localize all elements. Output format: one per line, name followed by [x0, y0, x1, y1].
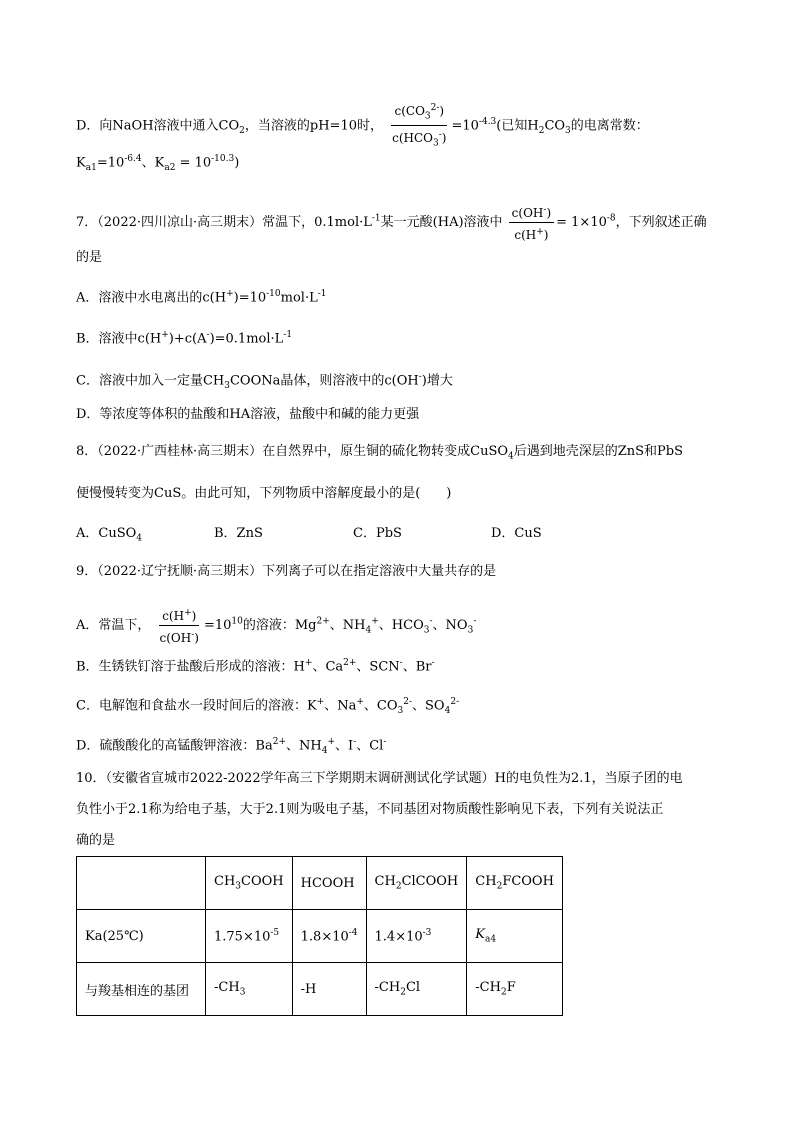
table-header-ch2fcooh: $CH_2FCOOH$ — [467, 857, 563, 910]
table-row-group — [77, 963, 563, 1016]
table-header-hcooh: HCOOH — [292, 857, 366, 910]
q8-option-c: C．PbS — [353, 526, 402, 541]
q7-option-b: B．溶液中$c(H^+)+c(A^-)=0.1mol\cdot L^{-1}$ — [76, 330, 293, 347]
q7-option-d: D．等浓度等体积的盐酸和HA溶液，盐酸中和碱的能力更强 — [76, 407, 420, 422]
q8-options — [76, 525, 142, 548]
q8-option-d: D．CuS — [491, 526, 542, 541]
q9-option-c: C．电解饱和食盐水一段时间后的溶液：K+、Na+、$CO_3^{2-}$、$SO_4^{2-}$ — [76, 697, 460, 716]
q6-ratio-fraction: $\frac{c(CO_3^{2-})}{c(HCO_3^-)}$ — [389, 100, 449, 152]
table-cell-ka-3: $1.4\times 10^{-3}$ — [366, 910, 467, 963]
q7-option-c: C．溶液中加入一定量$CH_3COONa$晶体，则溶液中的c(OH-)增大 — [76, 372, 453, 391]
q9-ratio-fraction: $\frac{c(H^+)}{c(OH^-)}$ — [157, 605, 202, 646]
q10-stem-line2: 负性小于2.1称为给电子基，大于2.1则为吸电子基，不同基团对物质酸性影响见下表，下列有关说法正 — [76, 802, 664, 817]
table-cell-group-1: $-CH_3$ — [206, 963, 293, 1016]
table-cell-ka-4: $K_{a4}$ — [467, 910, 563, 963]
q7-ratio-fraction: $\frac{c(OH^-)}{c(H^+)}$ — [509, 202, 554, 243]
q7-option-a: A．溶液中水电离出的$c(H^+)=10^{-10}mol\cdot L^{-1}$ — [76, 289, 327, 306]
q10-acidity-table — [76, 856, 563, 1016]
q6-ka-values: $K_{a1}=10^{-6.4}$、$K_{a2} = 10^{-10.3}$) — [76, 154, 240, 173]
q7-stem: 7．（2022·四川凉山·高三期末）常温下，$0.1mol\cdot L^{-1}$某一元酸(HA)溶液中 $\frac{c(OH^-)}{c(H^+)}$ = $1\times 10^{-8}$，下列叙述正确 — [76, 202, 707, 243]
table-header-row — [77, 857, 563, 910]
table-row-label-group: 与羧基相连的基团 — [77, 963, 206, 1016]
q7-stem-cont: 的是 — [76, 250, 103, 265]
table-row-ka — [77, 910, 563, 963]
q10-stem-line1: 10．（安徽省宣城市2022-2022学年高三下学期期末调研测试化学试题）H的电负性为2.1，当原子团的电 — [76, 771, 683, 786]
table-cell-group-3: $-CH_2Cl$ — [366, 963, 467, 1016]
table-row-label-ka: Ka(25℃) — [77, 910, 206, 963]
table-cell-group-2: -H — [292, 963, 366, 1016]
table-header-ch3cooh: $CH_3COOH$ — [206, 857, 293, 910]
table-header-ch2clcooh: $CH_2ClCOOH$ — [366, 857, 467, 910]
table-header-empty — [77, 857, 206, 910]
q6-option-d: D．向NaOH溶液中通入$CO_2$，当溶液的pH=10时， $\frac{c(CO_3^{2-})}{c(HCO_3^-)}$ $=10^{-4.3}$(已知$H_2CO_3$的电离常数： — [76, 100, 649, 152]
table-cell-ka-2: $1.8\times 10^{-4}$ — [292, 910, 366, 963]
table-cell-group-4: $-CH_2F$ — [467, 963, 563, 1016]
q8-stem: 8．（2022·广西桂林·高三期末）在自然界中，原生铜的硫化物转变成CuSO$_4$后遇到地壳深层的ZnS和PbS — [76, 444, 684, 462]
q8-option-a: A．CuSO$_4$ — [76, 526, 143, 544]
q8-stem-cont: 便慢慢转变为CuS。由此可知，下列物质中溶解度最小的是( ) — [76, 486, 452, 501]
q9-stem: 9．（2022·辽宁抚顺·高三期末）下列离子可以在指定溶液中大量共存的是 — [76, 564, 497, 579]
q9-option-a: A．常温下， $\frac{c(H^+)}{c(OH^-)}$ $=10^{10}$的溶液：$Mg^{2+}$、$NH_4^+$、$HCO_3^-$、$NO_3^-$ — [76, 605, 476, 646]
q9-option-d: D．硫酸酸化的高锰酸钾溶液：$Ba^{2+}$、$NH_4^+$、I-、Cl- — [76, 737, 387, 756]
q8-option-b: B．ZnS — [214, 526, 263, 541]
q9-option-b: B．生锈铁钉溶于盐酸后形成的溶液：H+、$Ca^{2+}$、SCN-、Br- — [76, 658, 435, 675]
table-cell-ka-1: $1.75\times 10^{-5}$ — [206, 910, 293, 963]
q10-stem-line3: 确的是 — [76, 833, 116, 848]
